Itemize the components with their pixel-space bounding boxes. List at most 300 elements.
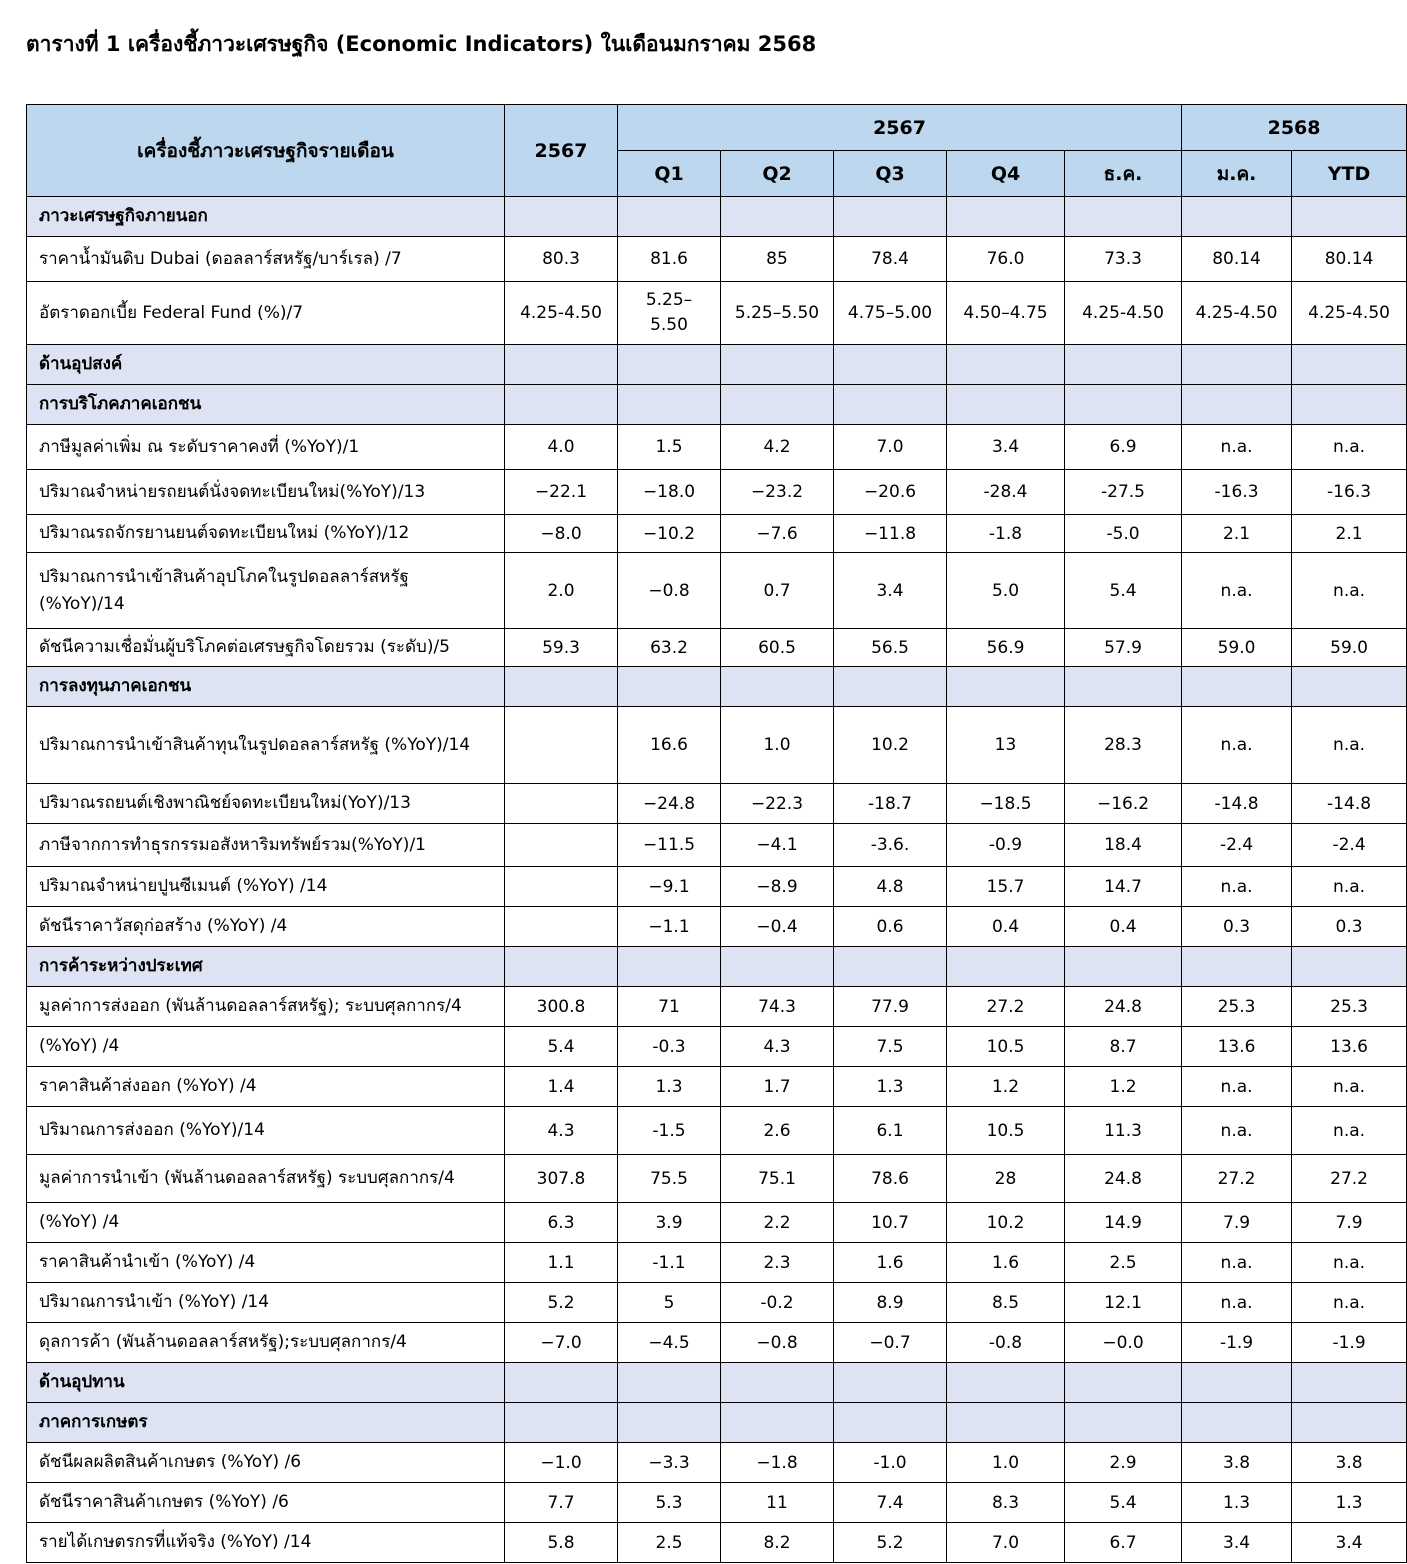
value-cell: 4.0: [505, 425, 618, 470]
indicator-label: ปริมาณรถจักรยานยนต์จดทะเบียนใหม่ (%YoY)/12: [27, 515, 505, 553]
empty-cell: [1065, 667, 1182, 707]
value-cell: -2.4: [1182, 824, 1292, 867]
table-row: [27, 1155, 1407, 1203]
value-cell: 80.14: [1292, 237, 1407, 282]
empty-cell: [505, 1403, 618, 1443]
empty-cell: [1292, 345, 1407, 385]
value-cell: −8.9: [721, 867, 834, 907]
value-cell: 4.25-4.50: [1182, 282, 1292, 345]
value-cell: n.a.: [1182, 867, 1292, 907]
value-cell: [505, 824, 618, 867]
empty-cell: [1182, 345, 1292, 385]
empty-cell: [721, 385, 834, 425]
value-cell: 7.5: [834, 1027, 947, 1067]
value-cell: 5.0: [947, 553, 1065, 629]
value-cell: 57.9: [1065, 629, 1182, 667]
column-header-q4: Q4: [947, 151, 1065, 197]
economic-indicators-table: [26, 104, 1407, 1563]
value-cell: 1.3: [1292, 1483, 1407, 1523]
value-cell: 4.75–5.00: [834, 282, 947, 345]
table-row: [27, 629, 1407, 667]
table-row: [27, 1243, 1407, 1283]
value-cell: 25.3: [1182, 987, 1292, 1027]
value-cell: 2.0: [505, 553, 618, 629]
value-cell: 4.3: [721, 1027, 834, 1067]
value-cell: 85: [721, 237, 834, 282]
value-cell: 3.8: [1292, 1443, 1407, 1483]
empty-cell: [1182, 667, 1292, 707]
value-cell: −7.0: [505, 1323, 618, 1363]
empty-cell: [834, 345, 947, 385]
value-cell: 5.4: [1065, 553, 1182, 629]
value-cell: 5.8: [505, 1523, 618, 1563]
empty-cell: [1182, 197, 1292, 237]
value-cell: 4.8: [834, 867, 947, 907]
value-cell: -3.6.: [834, 824, 947, 867]
group-header-2568: 2568: [1182, 105, 1407, 151]
value-cell: n.a.: [1182, 1243, 1292, 1283]
indicator-label: ปริมาณการนำเข้าสินค้าทุนในรูปดอลลาร์สหรัฐ (%YoY)/14: [27, 707, 505, 784]
value-cell: 3.4: [1182, 1523, 1292, 1563]
empty-cell: [1182, 1403, 1292, 1443]
empty-cell: [1292, 667, 1407, 707]
value-cell: -1.8: [947, 515, 1065, 553]
value-cell: 5.4: [505, 1027, 618, 1067]
value-cell: 1.2: [947, 1067, 1065, 1107]
empty-cell: [834, 1363, 947, 1403]
table-row: [27, 1107, 1407, 1155]
value-cell: 2.5: [1065, 1243, 1182, 1283]
value-cell: 8.7: [1065, 1027, 1182, 1067]
value-cell: -5.0: [1065, 515, 1182, 553]
value-cell: 3.8: [1182, 1443, 1292, 1483]
empty-cell: [1292, 947, 1407, 987]
value-cell: 7.9: [1292, 1203, 1407, 1243]
value-cell: 3.4: [834, 553, 947, 629]
value-cell: 4.25-4.50: [1065, 282, 1182, 345]
value-cell: 3.9: [618, 1203, 721, 1243]
value-cell: 1.0: [947, 1443, 1065, 1483]
section-label: ภาวะเศรษฐกิจภายนอก: [27, 197, 505, 237]
value-cell: n.a.: [1182, 707, 1292, 784]
value-cell: 2.5: [618, 1523, 721, 1563]
section-row: [27, 947, 1407, 987]
value-cell: 1.3: [834, 1067, 947, 1107]
value-cell: −0.8: [721, 1323, 834, 1363]
table-row: [27, 1027, 1407, 1067]
value-cell: 5.3: [618, 1483, 721, 1523]
value-cell: n.a.: [1182, 425, 1292, 470]
value-cell: 27.2: [1292, 1155, 1407, 1203]
value-cell: 78.4: [834, 237, 947, 282]
value-cell: 15.7: [947, 867, 1065, 907]
value-cell: 12.1: [1065, 1283, 1182, 1323]
section-row: [27, 1403, 1407, 1443]
value-cell: -0.3: [618, 1027, 721, 1067]
value-cell: 1.3: [1182, 1483, 1292, 1523]
value-cell: 2.9: [1065, 1443, 1182, 1483]
value-cell: 10.2: [947, 1203, 1065, 1243]
value-cell: 81.6: [618, 237, 721, 282]
empty-cell: [1065, 197, 1182, 237]
empty-cell: [721, 345, 834, 385]
value-cell: 4.25-4.50: [505, 282, 618, 345]
section-label: การค้าระหว่างประเทศ: [27, 947, 505, 987]
value-cell: −0.8: [618, 553, 721, 629]
table-row: [27, 707, 1407, 784]
column-header-q3: Q3: [834, 151, 947, 197]
empty-cell: [505, 345, 618, 385]
value-cell: 80.3: [505, 237, 618, 282]
section-row: [27, 385, 1407, 425]
indicator-label: รายได้เกษตรกรที่แท้จริง (%YoY) /14: [27, 1523, 505, 1563]
indicator-label: ปริมาณรถยนต์เชิงพาณิชย์จดทะเบียนใหม่(YoY)/13: [27, 784, 505, 824]
value-cell: 0.3: [1292, 907, 1407, 947]
indicator-label: ภาษีจากการทำธุรกรรมอสังหาริมทรัพย์รวม(%YoY)/1: [27, 824, 505, 867]
value-cell: 5.25– 5.50: [618, 282, 721, 345]
value-cell: 63.2: [618, 629, 721, 667]
value-cell: −22.1: [505, 470, 618, 515]
value-cell: −10.2: [618, 515, 721, 553]
value-cell: 2.1: [1292, 515, 1407, 553]
indicator-label: ราคาสินค้าส่งออก (%YoY) /4: [27, 1067, 505, 1107]
table-row: [27, 470, 1407, 515]
indicator-label: มูลค่าการนำเข้า (พันล้านดอลลาร์สหรัฐ) ระบบศุลกากร/4: [27, 1155, 505, 1203]
value-cell: 13.6: [1182, 1027, 1292, 1067]
section-label: ด้านอุปสงค์: [27, 345, 505, 385]
indicator-label: มูลค่าการส่งออก (พันล้านดอลลาร์สหรัฐ); ระบบศุลกากร/4: [27, 987, 505, 1027]
table-row: [27, 784, 1407, 824]
empty-cell: [1292, 197, 1407, 237]
empty-cell: [721, 1363, 834, 1403]
empty-cell: [1182, 385, 1292, 425]
value-cell: 4.50–4.75: [947, 282, 1065, 345]
indicator-label: อัตราดอกเบี้ย Federal Fund (%)/7: [27, 282, 505, 345]
value-cell: 5.25–5.50: [721, 282, 834, 345]
value-cell: −18.5: [947, 784, 1065, 824]
value-cell: 1.2: [1065, 1067, 1182, 1107]
value-cell: 0.3: [1182, 907, 1292, 947]
value-cell: 24.8: [1065, 1155, 1182, 1203]
value-cell: 16.6: [618, 707, 721, 784]
value-cell: 6.7: [1065, 1523, 1182, 1563]
value-cell: -0.8: [947, 1323, 1065, 1363]
empty-cell: [1065, 1403, 1182, 1443]
value-cell: 7.0: [947, 1523, 1065, 1563]
value-cell: 8.2: [721, 1523, 834, 1563]
value-cell: 0.4: [1065, 907, 1182, 947]
value-cell: 2.2: [721, 1203, 834, 1243]
value-cell: 5.2: [505, 1283, 618, 1323]
table-row: [27, 1067, 1407, 1107]
value-cell: −4.5: [618, 1323, 721, 1363]
indicator-label: ราคาสินค้านำเข้า (%YoY) /4: [27, 1243, 505, 1283]
indicator-label: ดัชนีราคาสินค้าเกษตร (%YoY) /6: [27, 1483, 505, 1523]
value-cell: -1.9: [1182, 1323, 1292, 1363]
value-cell: 59.0: [1292, 629, 1407, 667]
value-cell: [505, 784, 618, 824]
value-cell: 74.3: [721, 987, 834, 1027]
value-cell: 59.0: [1182, 629, 1292, 667]
value-cell: n.a.: [1182, 1283, 1292, 1323]
value-cell: −7.6: [721, 515, 834, 553]
value-cell: 77.9: [834, 987, 947, 1027]
value-cell: 1.1: [505, 1243, 618, 1283]
value-cell: 0.4: [947, 907, 1065, 947]
value-cell: 2.6: [721, 1107, 834, 1155]
value-cell: -2.4: [1292, 824, 1407, 867]
indicator-column-header: เครื่องชี้ภาวะเศรษฐกิจรายเดือน: [27, 105, 505, 197]
value-cell: n.a.: [1292, 1283, 1407, 1323]
value-cell: n.a.: [1182, 1107, 1292, 1155]
value-cell: [505, 907, 618, 947]
value-cell: 4.2: [721, 425, 834, 470]
value-cell: −0.4: [721, 907, 834, 947]
value-cell: 0.7: [721, 553, 834, 629]
value-cell: −9.1: [618, 867, 721, 907]
value-cell: 1.7: [721, 1067, 834, 1107]
empty-cell: [947, 947, 1065, 987]
value-cell: 24.8: [1065, 987, 1182, 1027]
value-cell: 60.5: [721, 629, 834, 667]
empty-cell: [505, 667, 618, 707]
empty-cell: [947, 345, 1065, 385]
group-header-2567: 2567: [618, 105, 1182, 151]
value-cell: 1.3: [618, 1067, 721, 1107]
column-header-ytd: YTD: [1292, 151, 1407, 197]
value-cell: −22.3: [721, 784, 834, 824]
empty-cell: [1182, 947, 1292, 987]
value-cell: n.a.: [1292, 867, 1407, 907]
value-cell: 8.5: [947, 1283, 1065, 1323]
table-row: [27, 515, 1407, 553]
empty-cell: [618, 345, 721, 385]
value-cell: 8.9: [834, 1283, 947, 1323]
empty-cell: [618, 947, 721, 987]
value-cell: 76.0: [947, 237, 1065, 282]
value-cell: 56.9: [947, 629, 1065, 667]
value-cell: 75.5: [618, 1155, 721, 1203]
table-row: [27, 1203, 1407, 1243]
empty-cell: [1065, 1363, 1182, 1403]
indicator-label: ภาษีมูลค่าเพิ่ม ณ ระดับราคาคงที่ (%YoY)/1: [27, 425, 505, 470]
value-cell: -1.9: [1292, 1323, 1407, 1363]
year-2567-column-header: 2567: [505, 105, 618, 197]
value-cell: 14.7: [1065, 867, 1182, 907]
indicator-label: ราคาน้ำมันดิบ Dubai (ดอลลาร์สหรัฐ/บาร์เรล) /7: [27, 237, 505, 282]
value-cell: −0.7: [834, 1323, 947, 1363]
value-cell: -14.8: [1292, 784, 1407, 824]
value-cell: 28.3: [1065, 707, 1182, 784]
value-cell: -16.3: [1292, 470, 1407, 515]
value-cell: −16.2: [1065, 784, 1182, 824]
value-cell: 78.6: [834, 1155, 947, 1203]
value-cell: 6.1: [834, 1107, 947, 1155]
value-cell: [505, 707, 618, 784]
indicator-label: ดุลการค้า (พันล้านดอลลาร์สหรัฐ);ระบบศุลกากร/4: [27, 1323, 505, 1363]
section-label: การลงทุนภาคเอกชน: [27, 667, 505, 707]
table-row: [27, 867, 1407, 907]
empty-cell: [1292, 1403, 1407, 1443]
value-cell: 71: [618, 987, 721, 1027]
value-cell: 11: [721, 1483, 834, 1523]
table-row: [27, 1443, 1407, 1483]
table-body: [27, 197, 1407, 1563]
value-cell: 1.4: [505, 1067, 618, 1107]
value-cell: 1.5: [618, 425, 721, 470]
value-cell: 18.4: [1065, 824, 1182, 867]
empty-cell: [505, 385, 618, 425]
value-cell: 27.2: [1182, 1155, 1292, 1203]
empty-cell: [721, 667, 834, 707]
value-cell: -1.0: [834, 1443, 947, 1483]
value-cell: 6.9: [1065, 425, 1182, 470]
value-cell: −4.1: [721, 824, 834, 867]
value-cell: 10.5: [947, 1027, 1065, 1067]
table-row: [27, 425, 1407, 470]
value-cell: −8.0: [505, 515, 618, 553]
value-cell: −1.0: [505, 1443, 618, 1483]
value-cell: 3.4: [947, 425, 1065, 470]
value-cell: 7.0: [834, 425, 947, 470]
empty-cell: [1065, 947, 1182, 987]
value-cell: [505, 867, 618, 907]
value-cell: −1.1: [618, 907, 721, 947]
value-cell: 300.8: [505, 987, 618, 1027]
value-cell: 10.2: [834, 707, 947, 784]
value-cell: -16.3: [1182, 470, 1292, 515]
table-header: [27, 105, 1407, 197]
indicator-label: ปริมาณจำหน่ายปูนซีเมนต์ (%YoY) /14: [27, 867, 505, 907]
value-cell: 1.6: [947, 1243, 1065, 1283]
indicator-label: ปริมาณการส่งออก (%YoY)/14: [27, 1107, 505, 1155]
value-cell: n.a.: [1292, 1107, 1407, 1155]
value-cell: −24.8: [618, 784, 721, 824]
section-row: [27, 1363, 1407, 1403]
value-cell: 28: [947, 1155, 1065, 1203]
value-cell: -18.7: [834, 784, 947, 824]
value-cell: -1.5: [618, 1107, 721, 1155]
section-label: การบริโภคภาคเอกชน: [27, 385, 505, 425]
value-cell: 7.4: [834, 1483, 947, 1523]
value-cell: 56.5: [834, 629, 947, 667]
value-cell: 73.3: [1065, 237, 1182, 282]
value-cell: 25.3: [1292, 987, 1407, 1027]
empty-cell: [618, 385, 721, 425]
value-cell: -27.5: [1065, 470, 1182, 515]
value-cell: 1.6: [834, 1243, 947, 1283]
empty-cell: [947, 667, 1065, 707]
column-header-q1: Q1: [618, 151, 721, 197]
empty-cell: [618, 197, 721, 237]
table-row: [27, 553, 1407, 629]
value-cell: −18.0: [618, 470, 721, 515]
table-row: [27, 1523, 1407, 1563]
value-cell: 14.9: [1065, 1203, 1182, 1243]
value-cell: 75.1: [721, 1155, 834, 1203]
value-cell: n.a.: [1292, 1067, 1407, 1107]
table-row: [27, 987, 1407, 1027]
indicator-label: (%YoY) /4: [27, 1203, 505, 1243]
value-cell: 3.4: [1292, 1523, 1407, 1563]
indicator-label: ปริมาณการนำเข้าสินค้าอุปโภคในรูปดอลลาร์สหรัฐ (%YoY)/14: [27, 553, 505, 629]
value-cell: -0.9: [947, 824, 1065, 867]
table-row: [27, 824, 1407, 867]
value-cell: −23.2: [721, 470, 834, 515]
empty-cell: [505, 1363, 618, 1403]
value-cell: 11.3: [1065, 1107, 1182, 1155]
indicator-label: ดัชนีผลผลิตสินค้าเกษตร (%YoY) /6: [27, 1443, 505, 1483]
empty-cell: [834, 667, 947, 707]
value-cell: 1.0: [721, 707, 834, 784]
table-row: [27, 237, 1407, 282]
value-cell: −1.8: [721, 1443, 834, 1483]
value-cell: n.a.: [1292, 1243, 1407, 1283]
value-cell: 5.4: [1065, 1483, 1182, 1523]
value-cell: 13.6: [1292, 1027, 1407, 1067]
table-row: [27, 907, 1407, 947]
empty-cell: [618, 1403, 721, 1443]
indicator-label: ดัชนีราคาวัสดุก่อสร้าง (%YoY) /4: [27, 907, 505, 947]
empty-cell: [1065, 385, 1182, 425]
value-cell: n.a.: [1182, 553, 1292, 629]
value-cell: −0.0: [1065, 1323, 1182, 1363]
value-cell: -14.8: [1182, 784, 1292, 824]
value-cell: 0.6: [834, 907, 947, 947]
section-row: [27, 667, 1407, 707]
empty-cell: [505, 947, 618, 987]
empty-cell: [1292, 385, 1407, 425]
value-cell: 7.9: [1182, 1203, 1292, 1243]
empty-cell: [721, 1403, 834, 1443]
table-row: [27, 1283, 1407, 1323]
value-cell: −11.8: [834, 515, 947, 553]
table-row: [27, 1323, 1407, 1363]
value-cell: −11.5: [618, 824, 721, 867]
column-header-q2: Q2: [721, 151, 834, 197]
empty-cell: [834, 947, 947, 987]
empty-cell: [947, 1363, 1065, 1403]
empty-cell: [618, 667, 721, 707]
value-cell: -1.1: [618, 1243, 721, 1283]
table-row: [27, 1483, 1407, 1523]
value-cell: n.a.: [1292, 707, 1407, 784]
indicator-label: (%YoY) /4: [27, 1027, 505, 1067]
section-row: [27, 197, 1407, 237]
empty-cell: [947, 197, 1065, 237]
value-cell: 4.3: [505, 1107, 618, 1155]
section-row: [27, 345, 1407, 385]
empty-cell: [1065, 345, 1182, 385]
value-cell: 27.2: [947, 987, 1065, 1027]
section-label: ด้านอุปทาน: [27, 1363, 505, 1403]
table-row: [27, 282, 1407, 345]
value-cell: 8.3: [947, 1483, 1065, 1523]
indicator-label: ปริมาณการนำเข้า (%YoY) /14: [27, 1283, 505, 1323]
value-cell: n.a.: [1292, 425, 1407, 470]
value-cell: 10.5: [947, 1107, 1065, 1155]
value-cell: 2.1: [1182, 515, 1292, 553]
empty-cell: [721, 197, 834, 237]
value-cell: 5.2: [834, 1523, 947, 1563]
value-cell: 5: [618, 1283, 721, 1323]
empty-cell: [834, 197, 947, 237]
value-cell: 6.3: [505, 1203, 618, 1243]
empty-cell: [505, 197, 618, 237]
column-header-jan: ม.ค.: [1182, 151, 1292, 197]
empty-cell: [1182, 1363, 1292, 1403]
column-header-dec: ธ.ค.: [1065, 151, 1182, 197]
